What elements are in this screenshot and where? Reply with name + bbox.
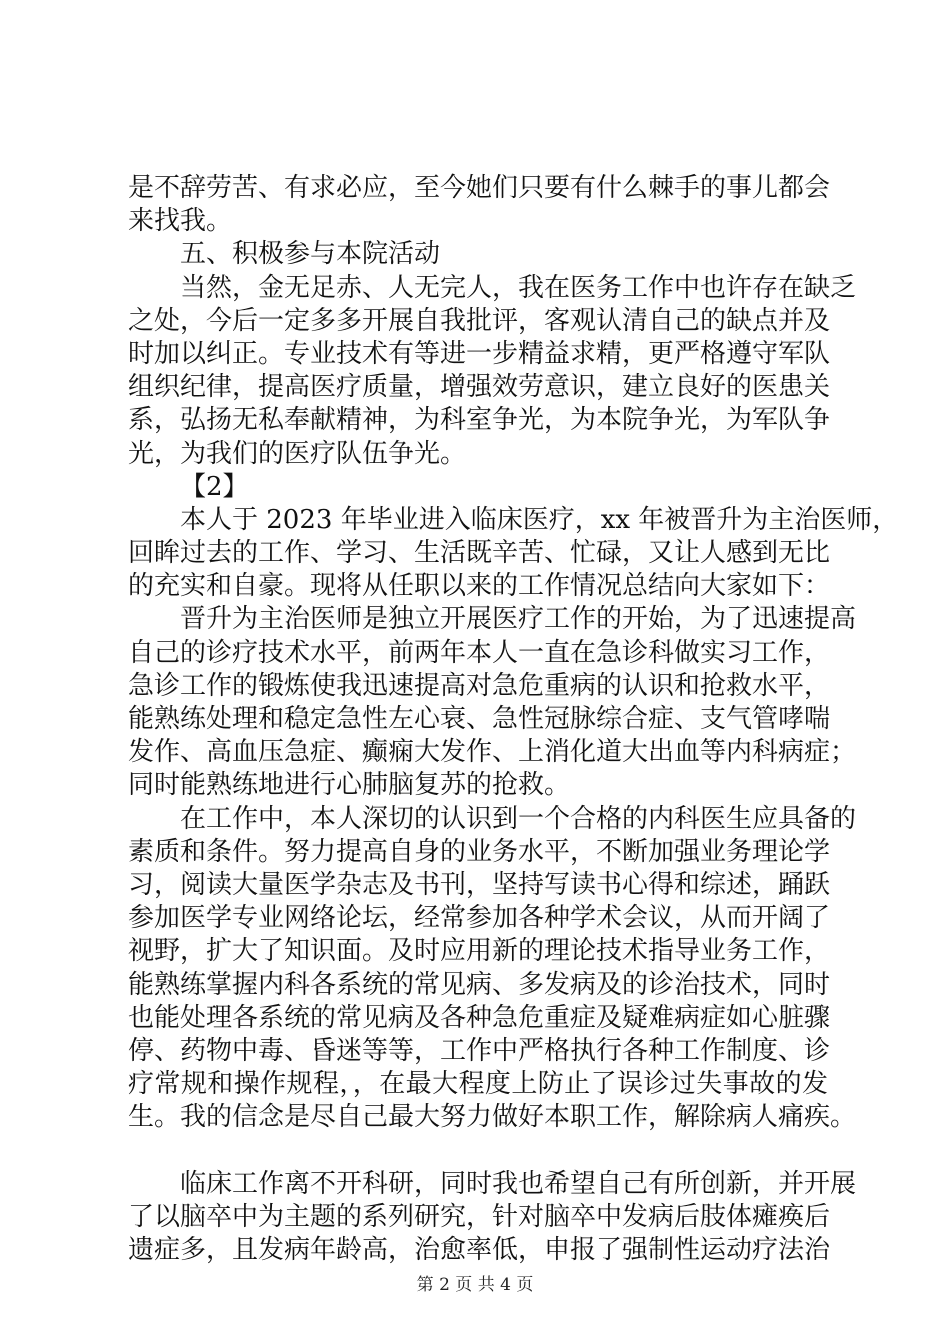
text-line: 也能处理各系统的常见病及各种急危重症及疑难病症如心脏骤	[128, 1002, 831, 1033]
text-line: 是不辞劳苦、有求必应，至今她们只要有什么棘手的事儿都会	[128, 173, 831, 203]
text-line: 的充实和自豪。现将从任职以来的工作情况总结向大家如下：	[128, 571, 831, 602]
text-line: 生。我的信念是尽自己最大努力做好本职工作，解除病人痛疾。	[128, 1102, 857, 1133]
text-line: 晋升为主治医师是独立开展医疗工作的开始，为了迅速提高	[180, 604, 857, 635]
text-line: 当然，金无足赤、人无完人，我在医务工作中也许存在缺乏	[180, 272, 857, 303]
document-body	[128, 172, 899, 1267]
blank-line	[128, 1134, 828, 1167]
text-line: 系，弘扬无私奉献精神，为科室争光，为本院争光，为军队争	[128, 405, 831, 436]
text-line: 能熟练处理和稳定急性左心衰、急性冠脉综合症、支气管哮喘	[128, 704, 831, 734]
page-footer: 第 2 页 共 4 页	[416, 1275, 534, 1295]
text-line: 视野，扩大了知识面。及时应用新的理论技术指导业务工作，	[128, 936, 831, 967]
text-line: 本人于 2023 年毕业进入临床医疗，xx 年被晋升为主治医师，	[180, 504, 899, 535]
text-line: 时加以纠正。专业技术有等进一步精益求精，更严格遵守军队	[128, 338, 831, 369]
text-line: 自己的诊疗技术水平，前两年本人一直在急诊科做实习工作，	[128, 637, 831, 668]
text-line: 光，为我们的医疗队伍争光。	[128, 438, 467, 469]
text-line: 素质和条件。努力提高自身的业务水平，不断加强业务理论学	[128, 836, 831, 867]
text-line: 了以脑卒中为主题的系列研究，针对脑卒中发病后肢体瘫痪后	[128, 1201, 831, 1232]
text-line: 同时能熟练地进行心肺脑复苏的抢救。	[128, 770, 571, 801]
text-line: 【2】	[180, 471, 249, 502]
text-line: 在工作中，本人深切的认识到一个合格的内科医生应具备的	[180, 803, 857, 834]
text-line: 来找我。	[128, 206, 233, 237]
text-line: 急诊工作的锻炼使我迅速提高对急危重病的认识和抢救水平，	[128, 670, 831, 701]
text-line: 遗症多，且发病年龄高，治愈率低，申报了强制性运动疗法治	[128, 1235, 831, 1265]
text-line: 五、积极参与本院活动	[180, 239, 441, 270]
text-line: 疗常规和操作规程，，在最大程度上防止了误诊过失事故的发	[128, 1069, 828, 1100]
text-line: 发作、高血压急症、癫痫大发作、上消化道大出血等内科病症；	[128, 737, 857, 768]
text-line: 临床工作离不开科研，同时我也希望自己有所创新，并开展	[180, 1168, 857, 1199]
text-line: 回眸过去的工作、学习、生活既辛苦、忙碌，又让人感到无比	[128, 538, 831, 569]
text-line: 习，阅读大量医学杂志及书刊，坚持写读书心得和综述，踊跃	[128, 869, 831, 900]
text-line: 组织纪律，提高医疗质量，增强效劳意识，建立良好的医患关	[128, 372, 831, 403]
text-line: 之处，今后一定多多开展自我批评，客观认清自己的缺点并及	[128, 305, 831, 336]
text-line: 能熟练掌握内科各系统的常见病、多发病及的诊治技术，同时	[128, 969, 831, 1000]
text-line: 停、药物中毒、昏迷等等，工作中严格执行各种工作制度、诊	[128, 1035, 831, 1066]
text-line: 参加医学专业网络论坛，经常参加各种学术会议，从而开阔了	[128, 903, 831, 934]
